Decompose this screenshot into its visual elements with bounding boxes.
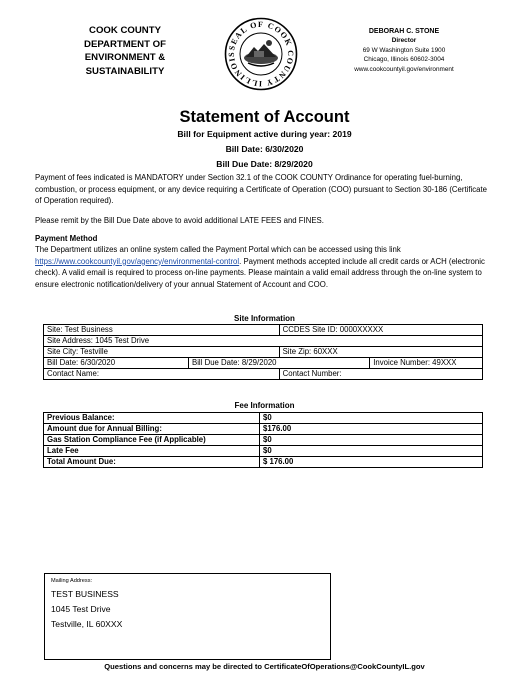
fee-value: $176.00 [260,424,483,435]
payment-portal-link[interactable]: https://www.cookcountyil.gov/agency/environmental-control [35,256,240,266]
director-title: Director [391,37,417,45]
footer-contact: Questions and concerns may be directed to CertificateOfOperations@CookCountyIL.gov [104,662,425,671]
dept-line: SUSTAINABILITY [85,65,165,77]
seal-text: SEAL OF COOK COUNTY ILLINOIS [226,19,296,89]
director-block [330,27,478,74]
payment-method-paragraph [35,244,495,290]
contact-number-cell: Contact Number: [279,369,482,380]
payment-method-heading: Payment Method [35,234,98,243]
fee-information-table [43,412,483,468]
table-row [44,325,483,336]
county-seal-logo [224,17,298,91]
site-address-cell: Site Address: 1045 Test Drive [44,336,483,347]
office-website: www.cookcountyil.gov/environment [354,65,454,73]
mandatory-paragraph: Payment of fees indicated is MANDATORY under Section 32.1 of the COOK COUNTY Ordinance for operating fuel-burning, combustion, or process equipment, or any device requiring a Certificate of Operation (COO) pursuant to Section 30-186 (Certificate of Operation required). [35,173,488,206]
table-row [44,336,483,347]
dept-line: DEPARTMENT OF [84,38,166,50]
fee-value: $0 [260,446,483,457]
site-name-cell: Site: Test Business [44,325,280,336]
table-row [44,446,483,457]
mailing-line3: Testville, IL 60XXX [51,619,123,629]
mailing-address-box [44,573,331,660]
table-row [44,424,483,435]
fee-value: $0 [260,413,483,424]
table-row [44,413,483,424]
bill-for-year: Bill for Equipment active during year: 2019 [177,129,352,139]
bill-date: Bill Date: 6/30/2020 [225,144,304,154]
department-name [70,24,180,78]
document-title: Statement of Account [179,108,350,126]
payment-method-text-cont: . Payment methods accepted include all credit cards or ACH (electronic check). A valid email is required to process on-line payments. Please maintain a valid email address through the on-line system to ensure electronic notification/delivery of your annual Statement of Account and COO. [35,256,485,289]
fee-label: Gas Station Compliance Fee (if Applicable) [44,435,260,446]
site-information-heading: Site Information [234,314,295,323]
contact-name-cell: Contact Name: [44,369,280,380]
director-name: DEBORAH C. STONE [368,28,440,35]
ccdes-site-id-cell: CCDES Site ID: 0000XXXXX [279,325,482,336]
mailing-line2: 1045 Test Drive [51,604,111,614]
table-row [44,435,483,446]
fee-label: Late Fee [44,446,260,457]
office-address-line1: 69 W Washington Suite 1900 [362,46,446,54]
total-label: Total Amount Due: [44,457,260,468]
mailing-address-label: Mailing Address: [51,578,93,584]
site-city-cell: Site City: Testville [44,347,280,358]
table-row [44,347,483,358]
fee-information-heading: Fee Information [234,401,295,410]
dept-line: ENVIRONMENT & [84,52,166,63]
payment-method-text: The Department utilizes an online system called the Payment Portal which can be accessed using this link [35,245,401,254]
dept-line: COOK COUNTY [89,25,161,36]
table-row [44,457,483,468]
total-value: $ 176.00 [260,457,483,468]
office-address-line2: Chicago, Illinois 60602-3004 [363,56,445,64]
bill-due-date: Bill Due Date: 8/29/2020 [216,159,313,169]
remit-paragraph: Please remit by the Bill Due Date above to avoid additional LATE FEES and FINES. [35,216,324,225]
site-information-table [43,324,483,380]
bill-date-cell: Bill Date: 6/30/2020 [44,358,189,369]
table-row [44,369,483,380]
invoice-number-cell: Invoice Number: 49XXX [370,358,483,369]
fee-label: Amount due for Annual Billing: [44,424,260,435]
fee-value: $0 [260,435,483,446]
site-zip-cell: Site Zip: 60XXX [279,347,482,358]
table-row [44,358,483,369]
bill-due-date-cell: Bill Due Date: 8/29/2020 [189,358,370,369]
fee-label: Previous Balance: [44,413,260,424]
mailing-line1: TEST BUSINESS [51,589,119,599]
